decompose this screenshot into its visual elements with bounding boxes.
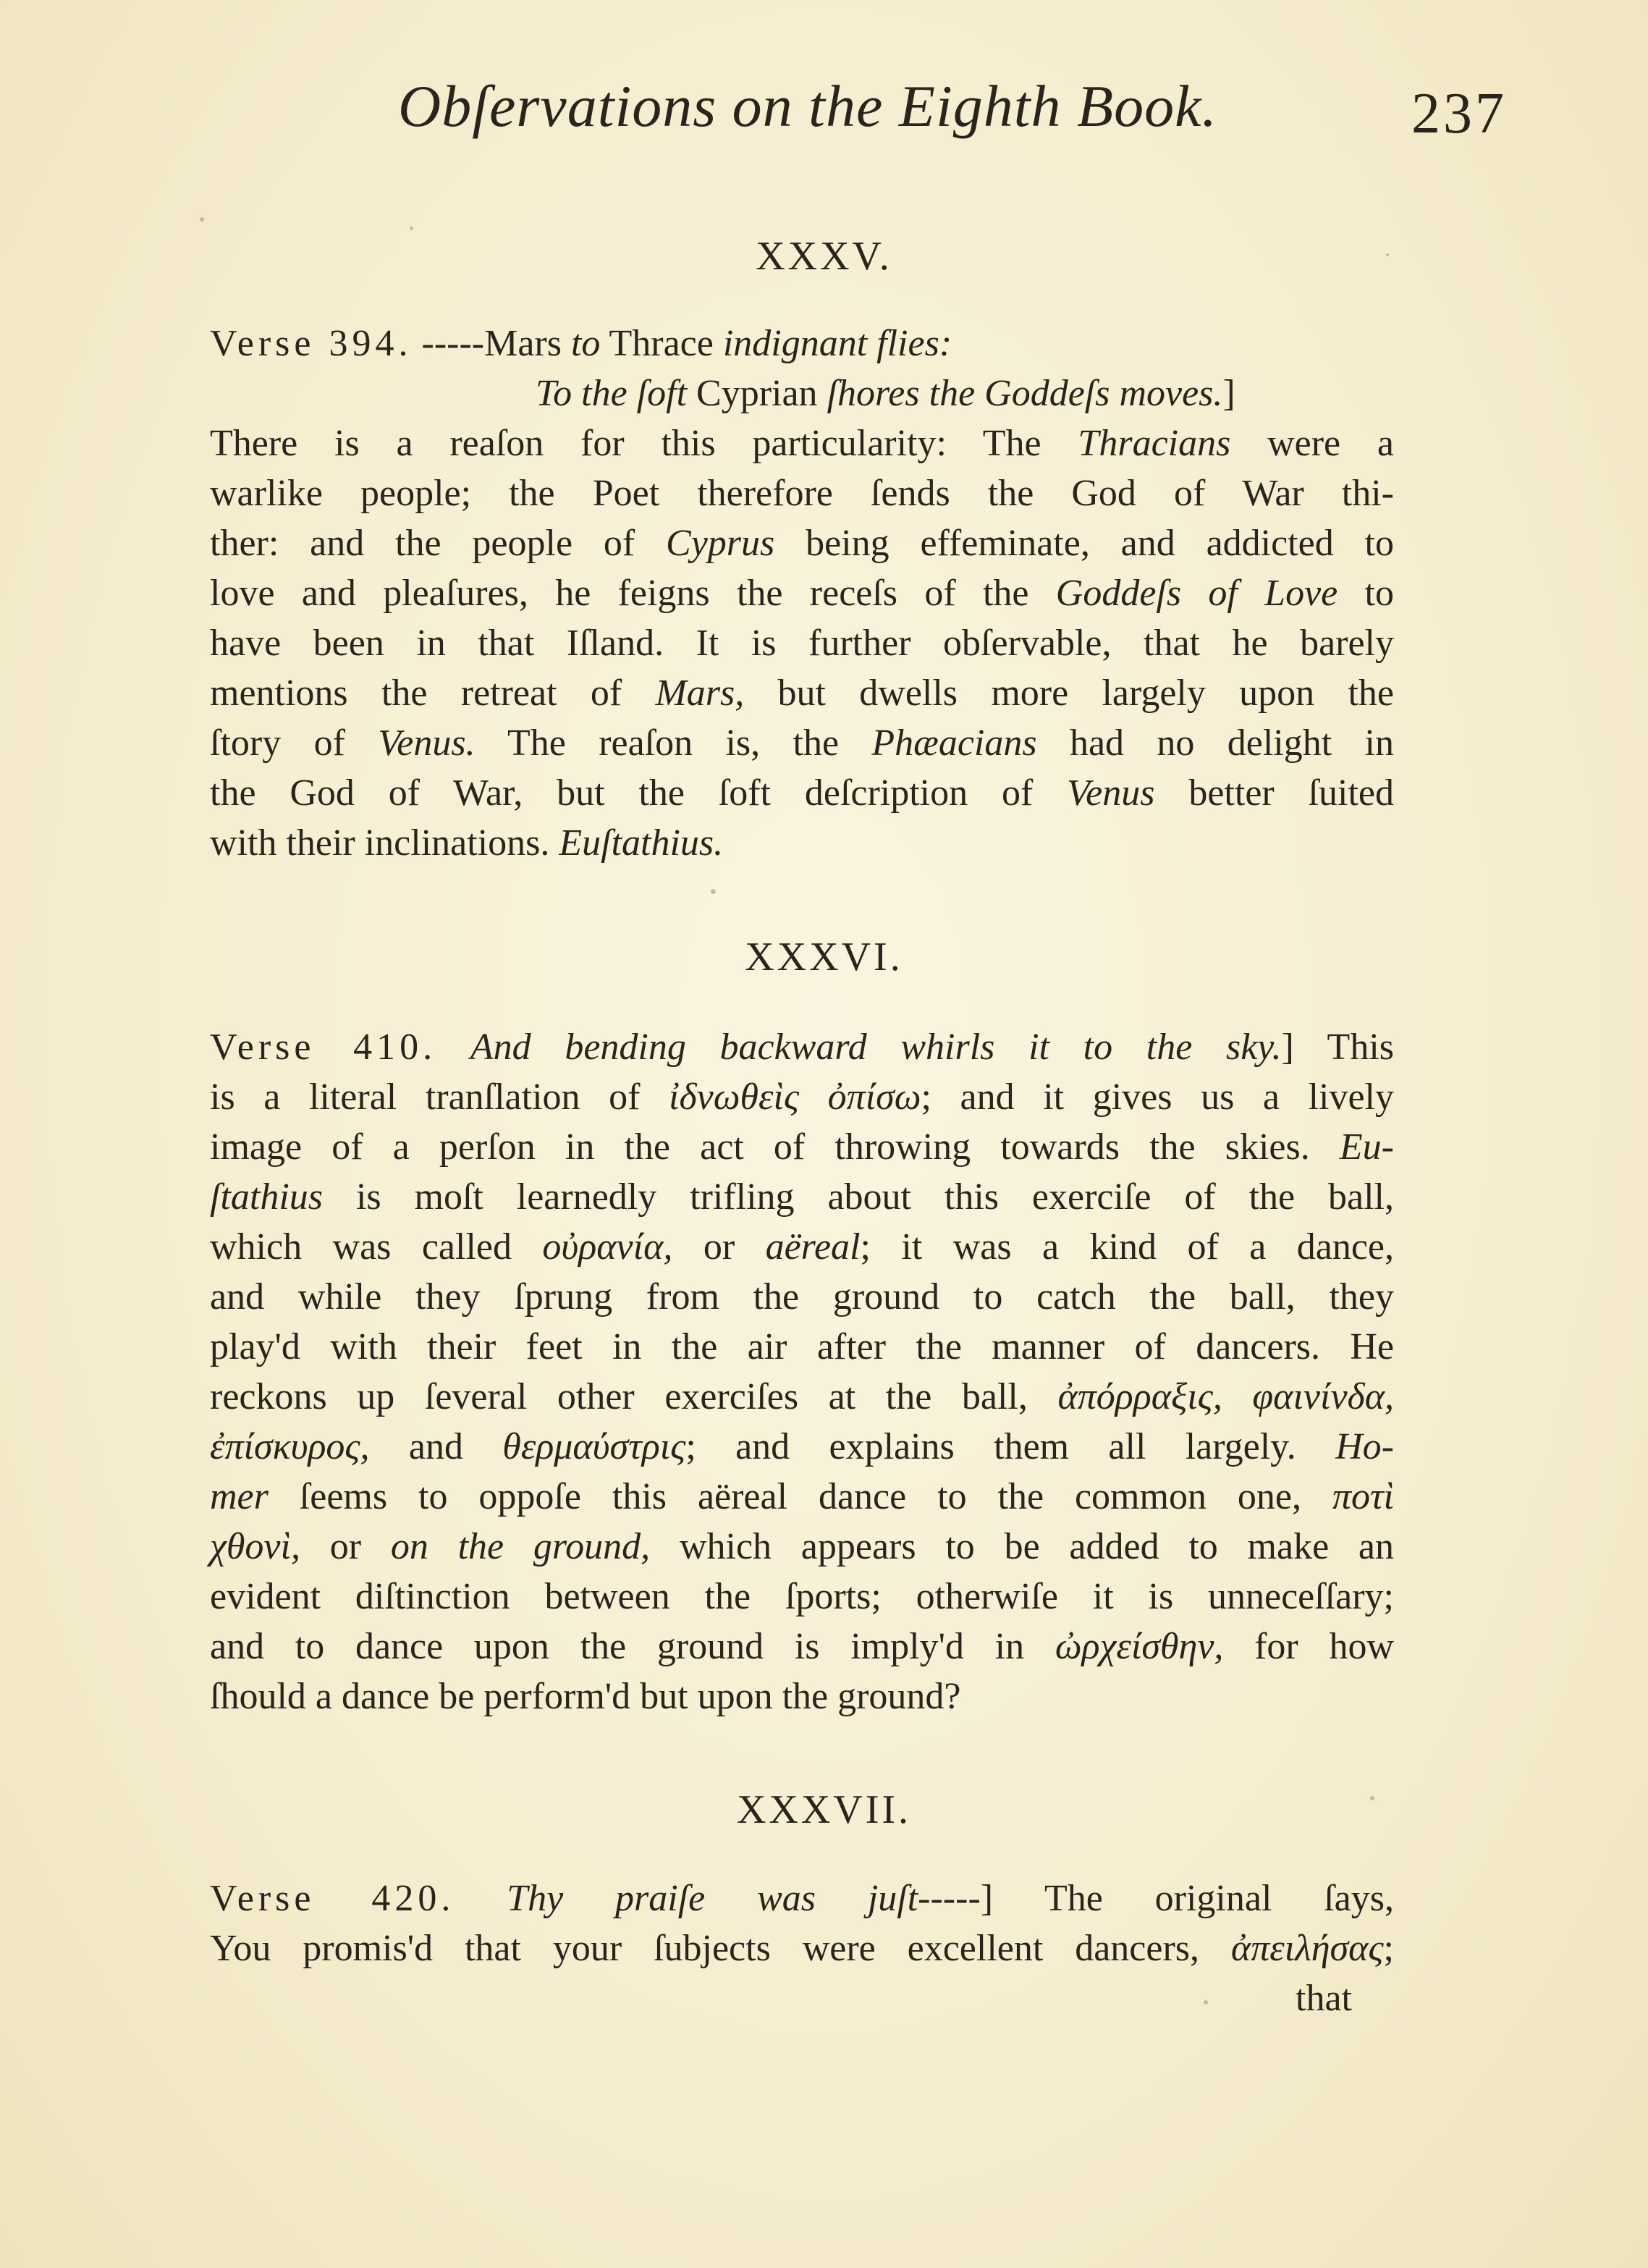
- paper-speck: [410, 227, 413, 230]
- text-line: image of a perſon in the act of throwing towards the skies. Eu-: [210, 1126, 1394, 1168]
- text-line: have been in that Iſland. It is further obſervable, that he barely: [210, 623, 1394, 664]
- text-line: ſhould a dance be perform'd but upon the ground?: [210, 1676, 961, 1717]
- section-heading-xxxv: XXXV.: [756, 234, 892, 279]
- text-line: ſtathius is moſt learnedly trifling about this exerciſe of the ball,: [210, 1176, 1394, 1218]
- text-line: χθονὶ, or on the ground, which appears to be added to make an: [210, 1526, 1394, 1567]
- paper-speck: [1386, 253, 1389, 256]
- text-line: mer ſeems to oppoſe this aëreal dance to the common one, ποτὶ: [210, 1476, 1394, 1517]
- paper-speck: [1204, 2000, 1208, 2004]
- paper-speck: [200, 217, 204, 222]
- text-line: ſtory of Venus. The reaſon is, the Phæacians had no delight in: [210, 722, 1395, 764]
- text-line: You promis'd that your ſubjects were excellent dancers, ἀπειλήσας;: [210, 1928, 1394, 1969]
- paper-speck: [711, 889, 716, 894]
- note-xxxv: [210, 319, 1394, 868]
- text-line: To the ſoft Cyprian ſhores the Goddeſs moves.]: [536, 373, 1235, 414]
- running-title: Obſervations on the Eighth Book.: [398, 73, 1217, 139]
- text-line: reckons up ſeveral other exerciſes at the ball, ἀπόρραξις, φαινίνδα,: [210, 1376, 1394, 1417]
- text-line: and to dance upon the ground is imply'd in ὠρχείσθην, for how: [210, 1626, 1395, 1667]
- text-line: with their inclinations. Euſtathius.: [210, 822, 724, 864]
- note-xxxvi: [210, 1022, 1394, 1721]
- text-line: is a literal tranſlation of ἰδνωθεὶς ὀπίσω; and it gives us a lively: [210, 1076, 1394, 1118]
- text-line: evident diſtinction between the ſports; otherwiſe it is unneceſſary;: [210, 1576, 1394, 1617]
- text-line: mentions the retreat of Mars, but dwells more largely upon the: [210, 673, 1394, 714]
- text-line: Verse 410. And bending backward whirls it to the sky.] This: [210, 1026, 1395, 1068]
- text-line: love and pleaſures, he feigns the receſs of the Goddeſs of Love to: [210, 573, 1394, 614]
- section-heading-xxxvii: XXXVII.: [736, 1787, 912, 1832]
- text-line: which was called οὐρανία, or aëreal; it was a kind of a dance,: [210, 1226, 1394, 1268]
- paper-speck: [1370, 1796, 1374, 1800]
- page-number: 237: [1411, 82, 1507, 146]
- text-line: the God of War, but the ſoft deſcription of Venus better ſuited: [210, 772, 1394, 814]
- catchword: that: [1296, 1978, 1352, 2019]
- page-header: [0, 72, 1648, 152]
- section-heading-xxxvi: XXXVI.: [745, 935, 903, 979]
- text-line: Verse 394. -----Mars to Thrace indignant flies:: [210, 323, 952, 364]
- note-xxxvii: [210, 1873, 1394, 2023]
- text-line: There is a reaſon for this particularity: The Thracians were a: [210, 423, 1394, 464]
- text-line: warlike people; the Poet therefore ſends the God of War thi-: [210, 473, 1394, 514]
- text-line: ther: and the people of Cyprus being effeminate, and addicted to: [210, 523, 1394, 564]
- text-line: ἐπίσκυρος, and θερμαύστρις; and explains them all largely. Ho-: [210, 1426, 1394, 1467]
- text-line: play'd with their feet in the air after the manner of dancers. He: [210, 1326, 1394, 1367]
- text-line: Verse 420. Thy praiſe was juſt-----] The original ſays,: [210, 1878, 1394, 1919]
- text-line: and while they ſprung from the ground to catch the ball, they: [210, 1276, 1394, 1318]
